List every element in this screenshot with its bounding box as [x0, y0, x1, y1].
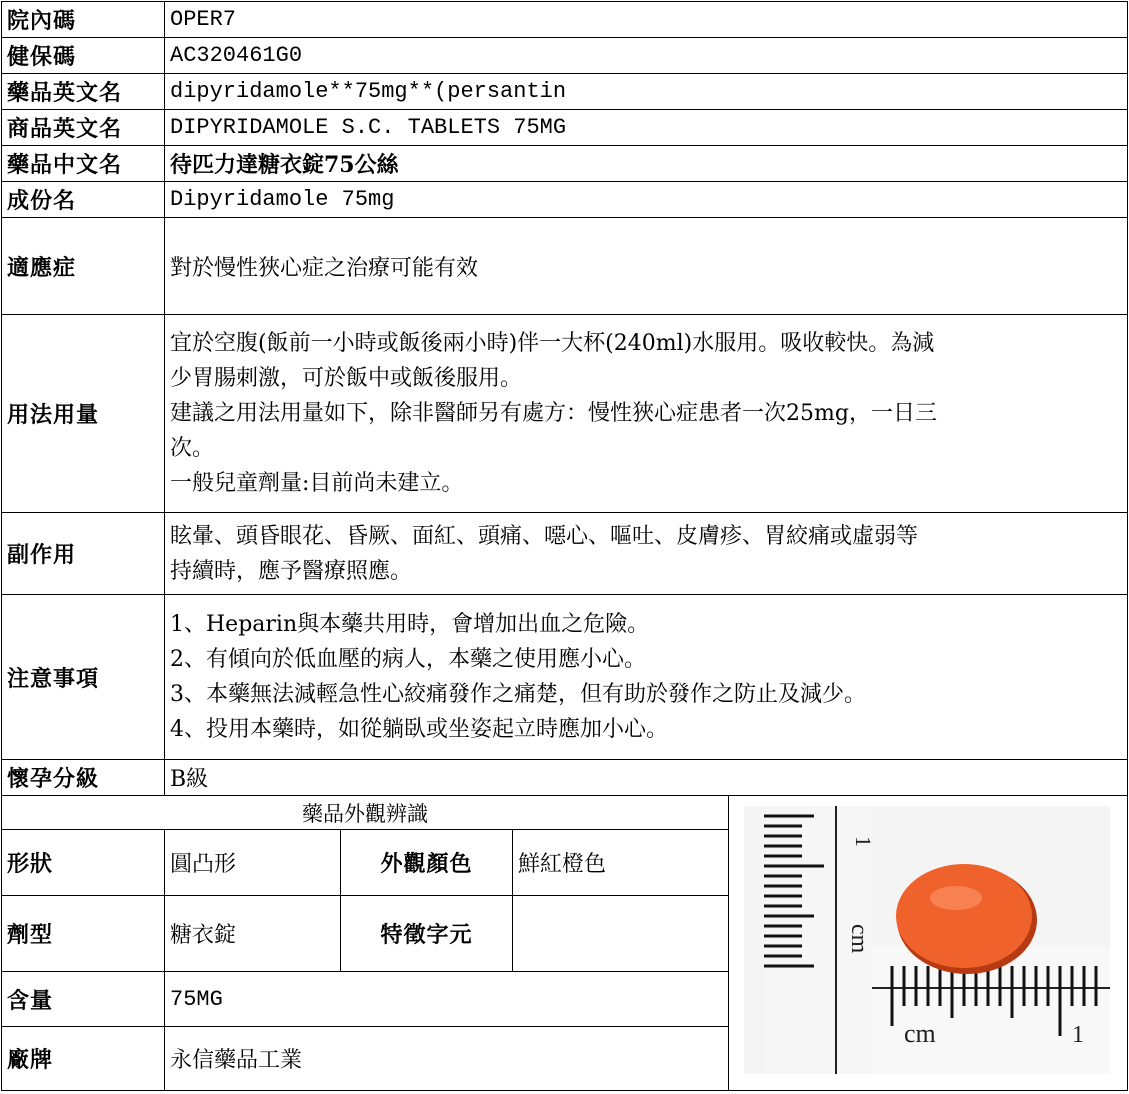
drug-info-table	[1, 1, 1128, 1091]
dosage-line: 少胃腸刺激，可於飯中或飯後服用。	[170, 366, 523, 391]
color-label: 外觀顏色	[341, 830, 513, 896]
horizontal-ruler-mark: 1	[1072, 1022, 1084, 1048]
precautions-line: 2、有傾向於低血壓的病人，本藥之使用應小心。	[170, 647, 646, 672]
hospital-code-label: 院內碼	[2, 2, 165, 38]
pill-highlight	[930, 886, 982, 910]
form-value: 糖衣錠	[165, 896, 341, 972]
ingredient-value: Dipyridamole 75mg	[165, 182, 1128, 218]
chinese-name-label: 藥品中文名	[2, 146, 165, 182]
precautions-line: 4、投用本藥時，如從躺臥或坐姿起立時應加小心。	[170, 717, 668, 742]
vertical-ruler-mark: 1	[851, 836, 876, 847]
precautions-value	[165, 595, 1128, 760]
pill-photo-cell	[729, 796, 1128, 1091]
strength-value: 75MG	[165, 972, 729, 1027]
chinese-name-value: 待匹力達糖衣錠75公絲	[165, 146, 1128, 182]
pill-photo	[744, 806, 1110, 1074]
shape-label: 形狀	[2, 830, 165, 896]
side-effects-label: 副作用	[2, 513, 165, 595]
english-name-value: dipyridamole**75mg**(persantin	[165, 74, 1128, 110]
precautions-label: 注意事項	[2, 595, 165, 760]
form-label: 劑型	[2, 896, 165, 972]
indication-label: 適應症	[2, 218, 165, 315]
appearance-section-title: 藥品外觀辨識	[2, 796, 729, 830]
trade-name-label: 商品英文名	[2, 110, 165, 146]
dosage-line: 宜於空腹(飯前一小時或飯後兩小時)伴一大杯(240ml)水服用。吸收較快。為減	[170, 331, 935, 356]
horizontal-ruler-unit: cm	[904, 1019, 936, 1048]
indication-value: 對於慢性狹心症之治療可能有效	[165, 218, 1128, 315]
trade-name-value: DIPYRIDAMOLE S.C. TABLETS 75MG	[165, 110, 1128, 146]
dosage-line: 一般兒童劑量:目前尚未建立。	[170, 471, 464, 496]
drug-info-sheet	[1, 1, 1127, 1092]
marking-label: 特徵字元	[341, 896, 513, 972]
pregnancy-label: 懷孕分級	[2, 760, 165, 796]
pill-tablet	[896, 864, 1032, 968]
shape-value: 圓凸形	[165, 830, 341, 896]
precautions-line: 3、本藥無法減輕急性心絞痛發作之痛楚，但有助於發作之防止及減少。	[170, 682, 866, 707]
side-effects-line: 持續時，應予醫療照應。	[170, 558, 413, 584]
english-name-label: 藥品英文名	[2, 74, 165, 110]
nhi-code-label: 健保碼	[2, 38, 165, 74]
manufacturer-value: 永信藥品工業	[165, 1027, 729, 1091]
side-effects-line: 眩暈、頭昏眼花、昏厥、面紅、頭痛、噁心、嘔吐、皮膚疹、胃絞痛或虛弱等	[170, 523, 919, 549]
vertical-ruler-unit: cm	[846, 924, 872, 954]
side-effects-value	[165, 513, 1128, 595]
color-value: 鮮紅橙色	[513, 830, 729, 896]
strength-label: 含量	[2, 972, 165, 1027]
marking-value	[513, 896, 729, 972]
manufacturer-label: 廠牌	[2, 1027, 165, 1091]
dosage-label: 用法用量	[2, 315, 165, 513]
ingredient-label: 成份名	[2, 182, 165, 218]
dosage-value	[165, 315, 1128, 513]
hospital-code-value: OPER7	[165, 2, 1128, 38]
nhi-code-value: AC320461G0	[165, 38, 1128, 74]
pregnancy-value: B級	[165, 760, 1128, 796]
dosage-line: 建議之用法用量如下，除非醫師另有處方：慢性狹心症患者一次25mg，一日三	[170, 401, 937, 426]
precautions-line: 1、Heparin與本藥共用時，會增加出血之危險。	[170, 612, 650, 637]
dosage-line: 次。	[170, 436, 215, 461]
